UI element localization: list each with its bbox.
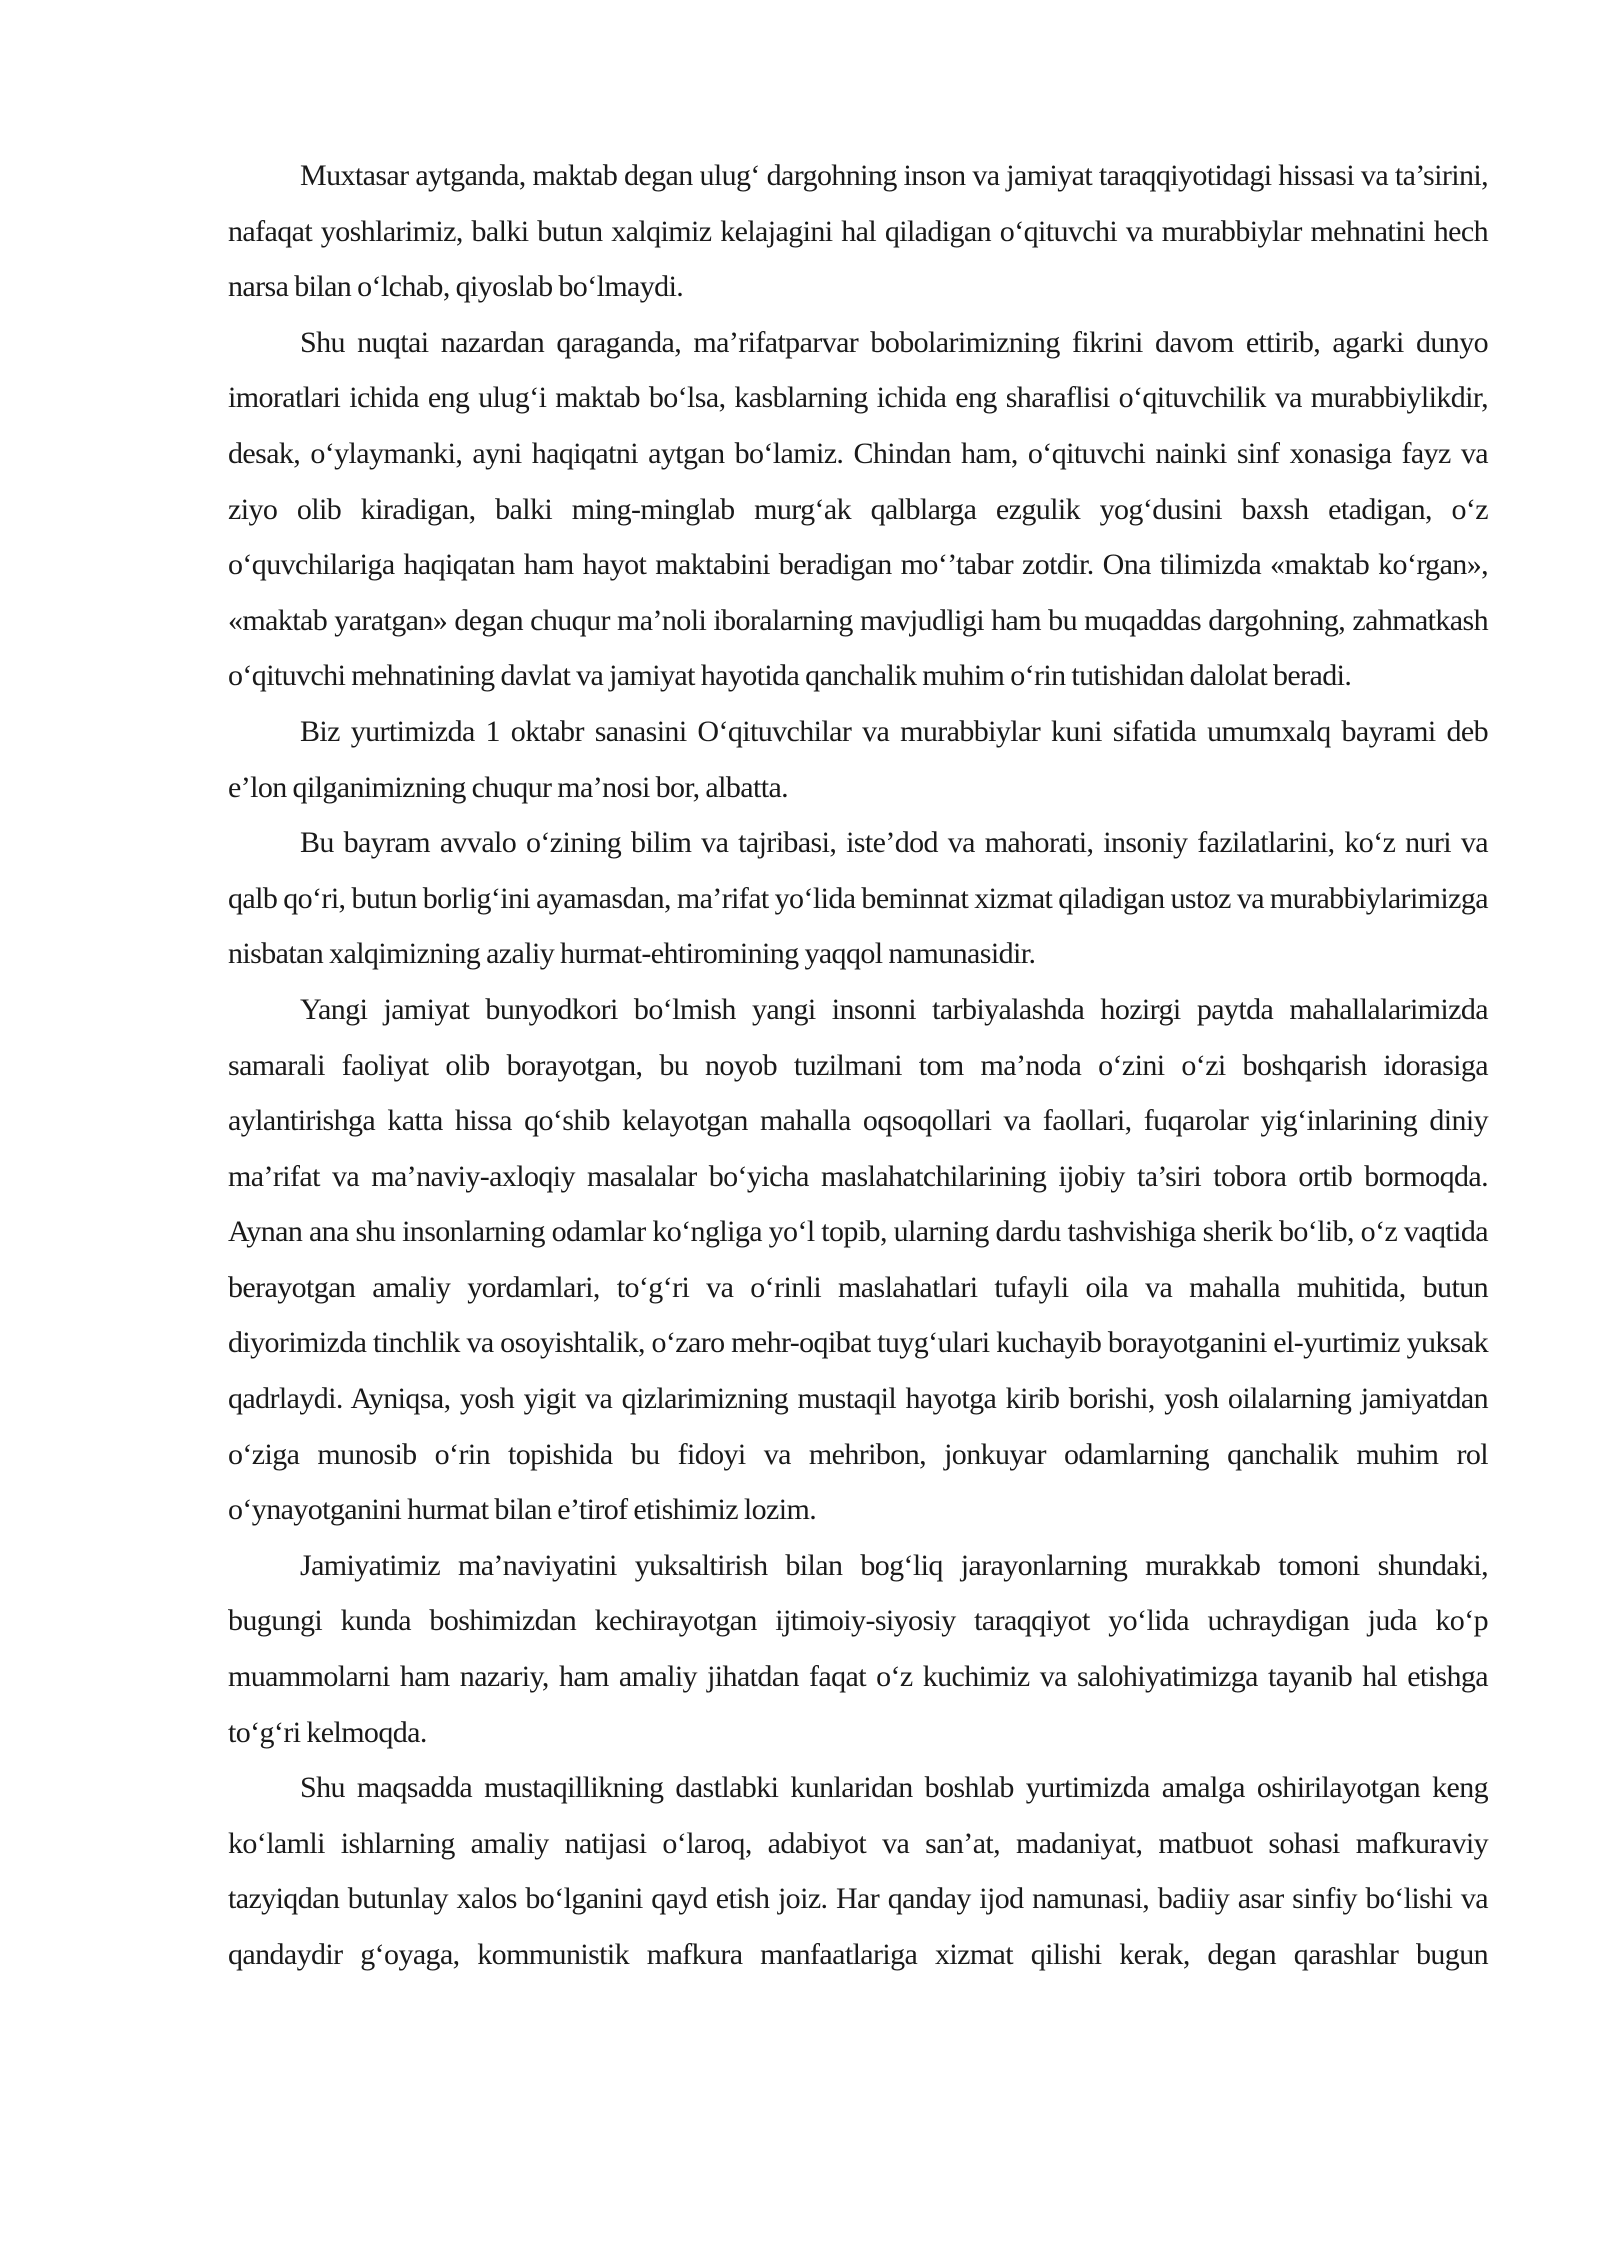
- paragraph-mahalla-elders: Yangi jamiyat bunyodkori bo‘lmish yangi insonni tarbiyalashda hozirgi paytda mahallalarimizda samarali faoliyat olib borayotgan, bu noyob tuzilmani tom ma’noda o‘zini o‘zi boshqarish idorasiga aylantirishga katta hissa qo‘shib kelayotgan mahalla oqsoqollari va faollari, fuqarolar yig‘inlarining diniy ma’rifat va ma’naviy-axloqiy masalalar bo‘yicha maslahatchilarining ijobiy ta’siri tobora ortib bormoqda. Aynan ana shu insonlarning odamlar ko‘ngliga yo‘l topib, ularning dardu tashvishiga sherik bo‘lib, o‘z vaqtida berayotgan amaliy yordamlari, to‘g‘ri va o‘rinli maslahatlari tufayli oila va mahalla muhitida, butun diyorimizda tinchlik va osoyishtalik, o‘zaro mehr-oqibat tuyg‘ulari kuchayib borayotganini el-yurtimiz yuksak qadrlaydi. Ayniqsa, yosh yigit va qizlarimizning mustaqil hayotga kirib borishi, yosh oilalarning jamiyatdan o‘ziga munosib o‘rin topishida bu fidoyi va mehribon, jonkuyar odamlarning qanchalik muhim rol o‘ynayotganini hurmat bilan e’tirof etishimiz lozim.: [228, 992, 1488, 1527]
- paragraph-holiday-respect: Bu bayram avvalo o‘zining bilim va tajribasi, iste’dod va mahorati, insoniy fazilatlarini, ko‘z nuri va qalb qo‘ri, butun borlig‘ini ayamasdan, ma’rifat yo‘lida beminnat xizmat qiladigan ustoz va murabbiylarimizga nisbatan xalqimizning azaliy hurmat-ehtiromining yaqqol namunasidir.: [228, 826, 1488, 971]
- paragraph-spirituality-challenges: Jamiyatimiz ma’naviyatini yuksaltirish bilan bog‘liq jarayonlarning murakkab tomoni shundaki, bugungi kunda boshimizdan kechirayotgan ijtimoiy-siyosiy taraqqiyot yo‘lida uchraydigan juda ko‘p muammolarni ham nazariy, ham amaliy jihatdan faqat o‘z kuchimiz va salohiyatimizga tayanib hal etishga to‘g‘ri kelmoqda.: [228, 1548, 1488, 1749]
- document-page: [228, 148, 1488, 1983]
- paragraph-literature-freedom: Shu maqsadda mustaqillikning dastlabki kunlaridan boshlab yurtimizda amalga oshirilayotgan keng ko‘lamli ishlarning amaliy natijasi o‘laroq, adabiyot va san’at, madaniyat, matbuot sohasi mafkuraviy tazyiqdan butunlay xalos bo‘lganini qayd etish joiz. Har qanday ijod namunasi, badiiy asar sinfiy bo‘lishi va qandaydir g‘oyaga, kommunistik mafkura manfaatlariga xizmat qilishi kerak, degan qarashlar bugun: [228, 1771, 1488, 1971]
- paragraph-school-contribution: Muxtasar aytganda, maktab degan ulug‘ dargohning inson va jamiyat taraqqiyotidagi hissasi va ta’sirini, nafaqat yoshlarimiz, balki butun xalqimiz kelajagini hal qiladigan o‘qituvchi va murabbiylar mehnatini hech narsa bilan o‘lchab, qiyoslab bo‘lmaydi.: [228, 159, 1488, 304]
- paragraph-teachers-day: Biz yurtimizda 1 oktabr sanasini O‘qituvchilar va murabbiylar kuni sifatida umumxalq bayrami deb e’lon qilganimizning chuqur ma’nosi bor, albatta.: [228, 714, 1488, 804]
- paragraph-teacher-honor: Shu nuqtai nazardan qaraganda, ma’rifatparvar bobolarimizning fikrini davom ettirib, agarki dunyo imoratlari ichida eng ulug‘i maktab bo‘lsa, kasblarning ichida eng sharaflisi o‘qituvchilik va murabbiylikdir, desak, o‘ylaymanki, ayni haqiqatni aytgan bo‘lamiz. Chindan ham, o‘qituvchi nainki sinf xonasiga fayz va ziyo olib kiradigan, balki ming-minglab murg‘ak qalblarga ezgulik yog‘dusini baxsh etadigan, o‘z o‘quvchilariga haqiqatan ham hayot maktabini beradigan mo‘’tabar zotdir. Ona tilimizda «maktab ko‘rgan», «maktab yaratgan» degan chuqur ma’noli iboralarning mavjudligi ham bu muqaddas dargohning, zahmatkash o‘qituvchi mehnatining davlat va jamiyat hayotida qanchalik muhim o‘rin tutishidan dalolat beradi.: [228, 325, 1488, 693]
